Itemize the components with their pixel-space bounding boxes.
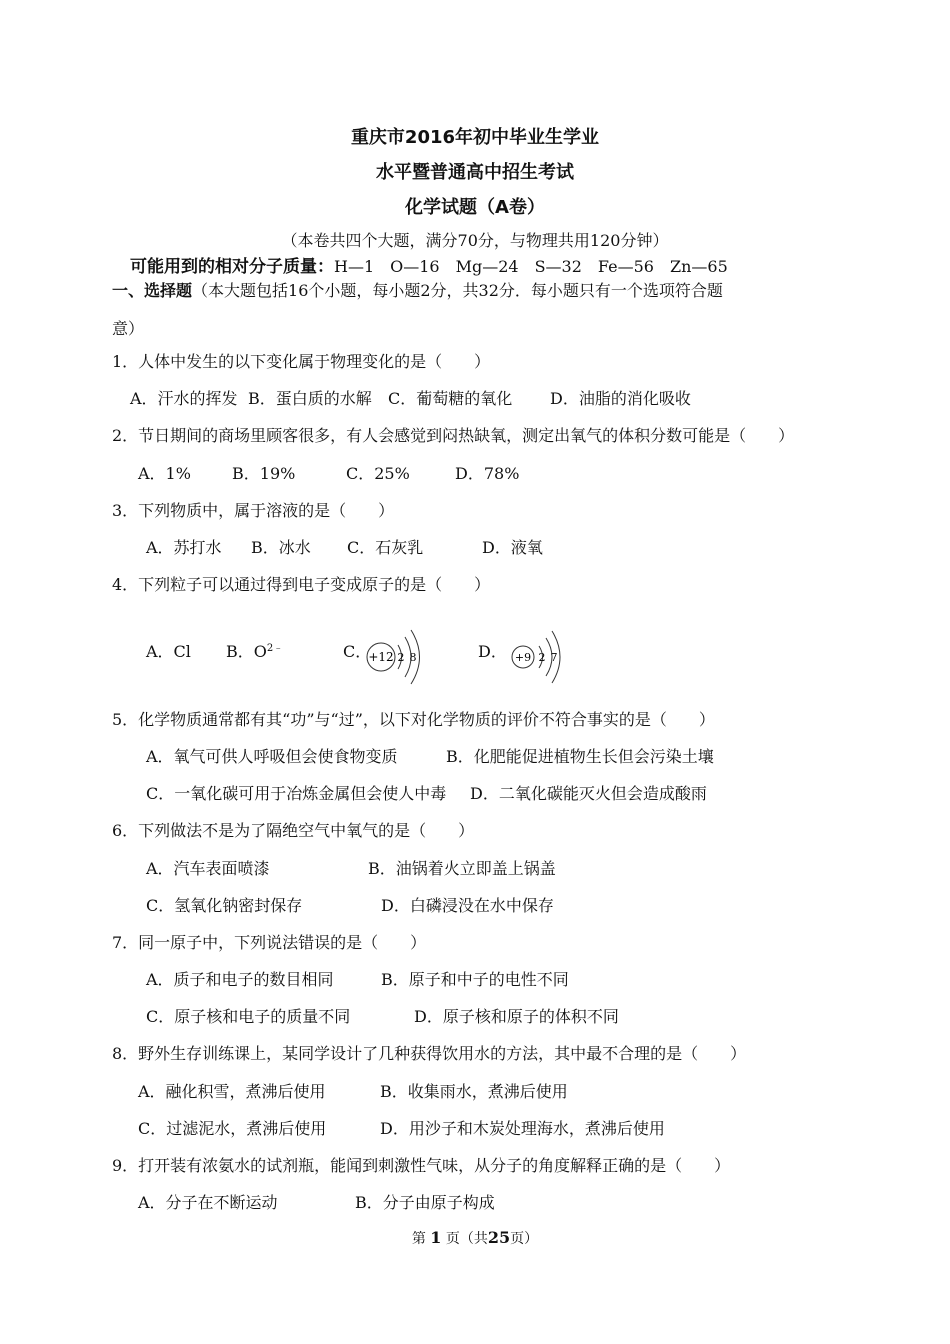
q1-option-c: C．葡萄糖的氧化 xyxy=(388,389,513,408)
section-description-cont: 意） xyxy=(112,319,145,338)
q6-option-b: B．油锅着火立即盖上锅盖 xyxy=(368,859,556,878)
q4-c-nucleus-charge: +12 xyxy=(368,650,394,664)
q2-option-a: A．1% xyxy=(138,464,191,483)
q3-option-b: B．冰水 xyxy=(251,538,311,557)
q3-stem: 3．下列物质中，属于溶液的是（ ） xyxy=(112,501,395,520)
q4-option-b xyxy=(226,639,283,662)
q8-option-b: B．收集雨水，煮沸后使用 xyxy=(380,1082,568,1101)
footer-middle: 页（共 xyxy=(445,1231,488,1247)
footer-suffix: 页） xyxy=(510,1231,539,1247)
q4-c-electrons-2: 8 xyxy=(409,651,417,664)
q2-stem: 2．节日期间的商场里顾客很多，有人会感觉到闷热缺氧，测定出氧气的体积分数可能是（ ） xyxy=(112,426,795,445)
section-title: 一、选择题 xyxy=(112,281,193,300)
title-line-1: 重庆市2016年初中毕业生学业 xyxy=(350,127,600,148)
q7-option-a: A．质子和电子的数目相同 xyxy=(146,970,334,989)
q5-stem: 5．化学物质通常都有其“功”与“过”，以下对化学物质的评价不符合事实的是（ ） xyxy=(112,710,715,729)
q1-option-b: B．蛋白质的水解 xyxy=(248,389,372,408)
q4-d-electrons-2: 7 xyxy=(550,651,558,664)
q6-option-a: A．汽车表面喷漆 xyxy=(146,859,270,878)
q4-atom-diagram-d xyxy=(506,626,572,688)
q5-option-b: B．化肥能促进植物生长但会污染土壤 xyxy=(446,747,714,766)
q1-option-d: D．油脂的消化吸收 xyxy=(550,389,691,408)
q4-option-b-label: B．O xyxy=(226,642,267,661)
section-description: （本大题包括16个小题，每小题2分，共32分．每小题只有一个选项符合题 xyxy=(192,281,723,300)
atomic-masses xyxy=(130,252,728,277)
title-line-2: 水平暨普通高中招生考试 xyxy=(376,162,574,183)
q3-option-d: D．液氧 xyxy=(482,538,543,557)
atomic-masses-values: H—1 O—16 Mg—24 S—32 Fe—56 Zn—65 xyxy=(334,257,728,276)
q4-option-a: A．Cl xyxy=(146,642,191,661)
q4-atom-diagram-c xyxy=(362,624,432,688)
q2-option-d: D．78% xyxy=(455,464,520,483)
footer-page-number: 1 xyxy=(430,1228,442,1247)
q4-option-b-charge: 2﹣ xyxy=(266,643,284,654)
q1-stem: 1．人体中发生的以下变化属于物理变化的是（ ） xyxy=(112,352,491,371)
footer-prefix: 第 xyxy=(411,1231,426,1247)
q9-stem: 9．打开装有浓氨水的试剂瓶，能闻到刺激性气味，从分子的角度解释正确的是（ ） xyxy=(112,1156,731,1175)
page-footer xyxy=(0,1228,950,1248)
q5-option-d: D．二氧化碳能灭火但会造成酸雨 xyxy=(470,784,707,803)
q3-option-c: C．石灰乳 xyxy=(347,538,424,557)
q2-option-c: C．25% xyxy=(346,464,410,483)
q4-option-c: C． xyxy=(343,642,372,661)
q2-option-b: B．19% xyxy=(232,464,296,483)
q1-option-a: A．汗水的挥发 xyxy=(130,389,238,408)
q5-option-c: C．一氧化碳可用于冶炼金属但会使人中毒 xyxy=(146,784,447,803)
q9-option-b: B．分子由原子构成 xyxy=(355,1193,495,1212)
exam-note: （本卷共四个大题，满分70分，与物理共用120分钟） xyxy=(281,231,669,250)
q4-d-nucleus-charge: +9 xyxy=(514,651,532,664)
q4-c-electrons-1: 2 xyxy=(397,651,405,664)
q7-stem: 7．同一原子中，下列说法错误的是（ ） xyxy=(112,933,427,952)
q7-option-b: B．原子和中子的电性不同 xyxy=(381,970,569,989)
q8-option-d: D．用沙子和木炭处理海水，煮沸后使用 xyxy=(380,1119,665,1138)
q7-option-c: C．原子核和电子的质量不同 xyxy=(146,1007,351,1026)
q9-option-a: A．分子在不断运动 xyxy=(138,1193,278,1212)
atomic-masses-label: 可能用到的相对分子质量： xyxy=(130,257,334,277)
q8-option-c: C．过滤泥水，煮沸后使用 xyxy=(138,1119,327,1138)
title-line-3: 化学试题（A卷） xyxy=(405,197,545,218)
q6-option-d: D．白磷浸没在水中保存 xyxy=(381,896,554,915)
q8-option-a: A．融化积雪，煮沸后使用 xyxy=(138,1082,326,1101)
q4-stem: 4．下列粒子可以通过得到电子变成原子的是（ ） xyxy=(112,575,491,594)
q4-option-d: D． xyxy=(478,642,507,661)
q7-option-d: D．原子核和原子的体积不同 xyxy=(414,1007,619,1026)
q3-option-a: A．苏打水 xyxy=(146,538,222,557)
q4-d-electrons-1: 2 xyxy=(538,651,546,664)
q6-option-c: C．氢氧化钠密封保存 xyxy=(146,896,303,915)
footer-total-pages: 25 xyxy=(487,1228,511,1247)
q5-option-a: A．氧气可供人呼吸但会使食物变质 xyxy=(146,747,398,766)
section-heading xyxy=(112,278,723,301)
q8-stem: 8．野外生存训练课上，某同学设计了几种获得饮用水的方法，其中最不合理的是（ ） xyxy=(112,1044,747,1063)
q6-stem: 6．下列做法不是为了隔绝空气中氧气的是（ ） xyxy=(112,821,475,840)
